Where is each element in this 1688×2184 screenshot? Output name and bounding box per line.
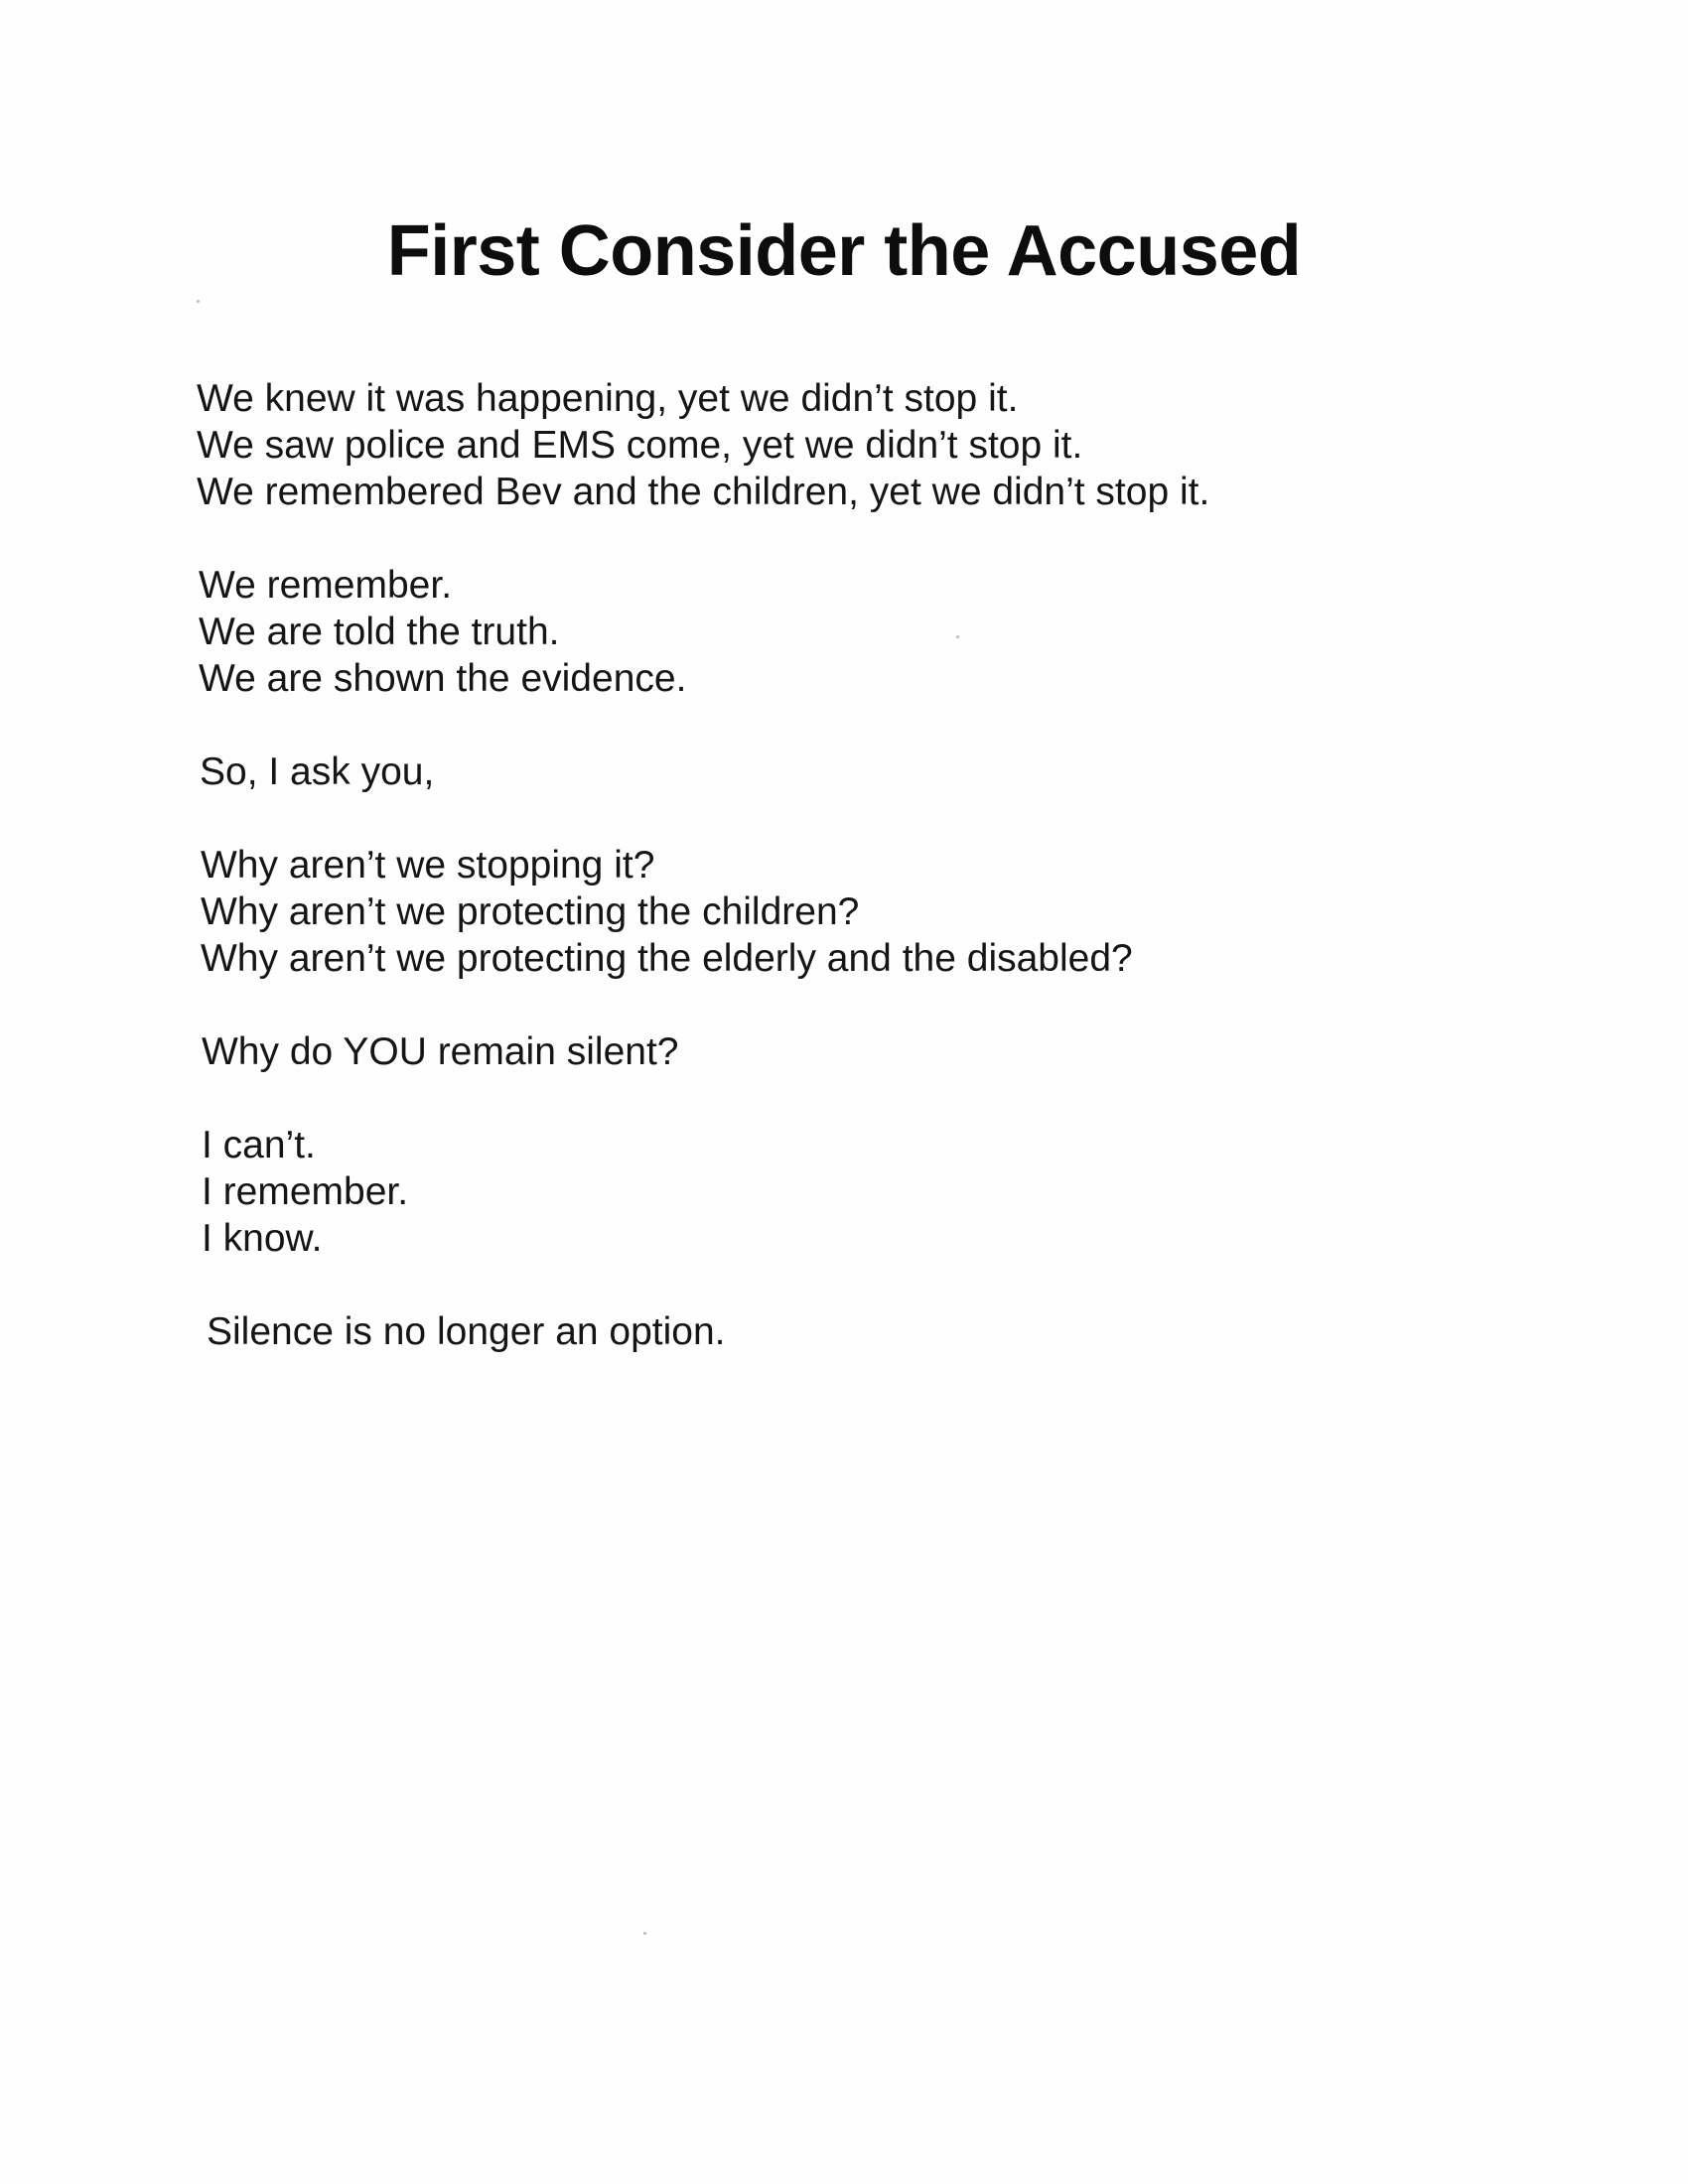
poem-line: I can’t. xyxy=(202,1124,316,1166)
poem-line: Why aren’t we protecting the children? xyxy=(201,890,860,933)
poem-line: We are shown the evidence. xyxy=(199,657,687,700)
poem-line: We knew it was happening, yet we didn’t stop it. xyxy=(197,377,1019,420)
poem-line: We remember. xyxy=(199,564,453,607)
scan-speck xyxy=(197,300,200,303)
poem-line: So, I ask you, xyxy=(200,751,435,793)
page-title: First Consider the Accused xyxy=(386,211,1302,291)
poem-line: I know. xyxy=(202,1217,323,1260)
poem-line: We remembered Bev and the children, yet we didn’t stop it. xyxy=(197,471,1210,513)
poem-line: I remember. xyxy=(202,1170,409,1213)
poem-line: Why aren’t we stopping it? xyxy=(201,844,655,887)
poem-line: We are told the truth. xyxy=(199,611,560,653)
scan-speck xyxy=(956,635,959,638)
stanza-7 xyxy=(207,1308,1497,1355)
stanza-3 xyxy=(200,749,1490,795)
stanza-5 xyxy=(202,1028,1492,1075)
poem-body xyxy=(197,375,1487,1402)
stanza-6 xyxy=(202,1122,1492,1262)
stanza-4 xyxy=(201,842,1491,982)
poem-line: Why do YOU remain silent? xyxy=(202,1030,679,1073)
poem-line: We saw police and EMS come, yet we didn’t stop it. xyxy=(197,424,1083,467)
scan-speck xyxy=(643,1932,646,1935)
stanza-1 xyxy=(197,375,1487,515)
poem-line: Silence is no longer an option. xyxy=(207,1310,726,1353)
poem-line: Why aren’t we protecting the elderly and the disabled? xyxy=(201,937,1133,980)
stanza-2 xyxy=(199,562,1489,702)
